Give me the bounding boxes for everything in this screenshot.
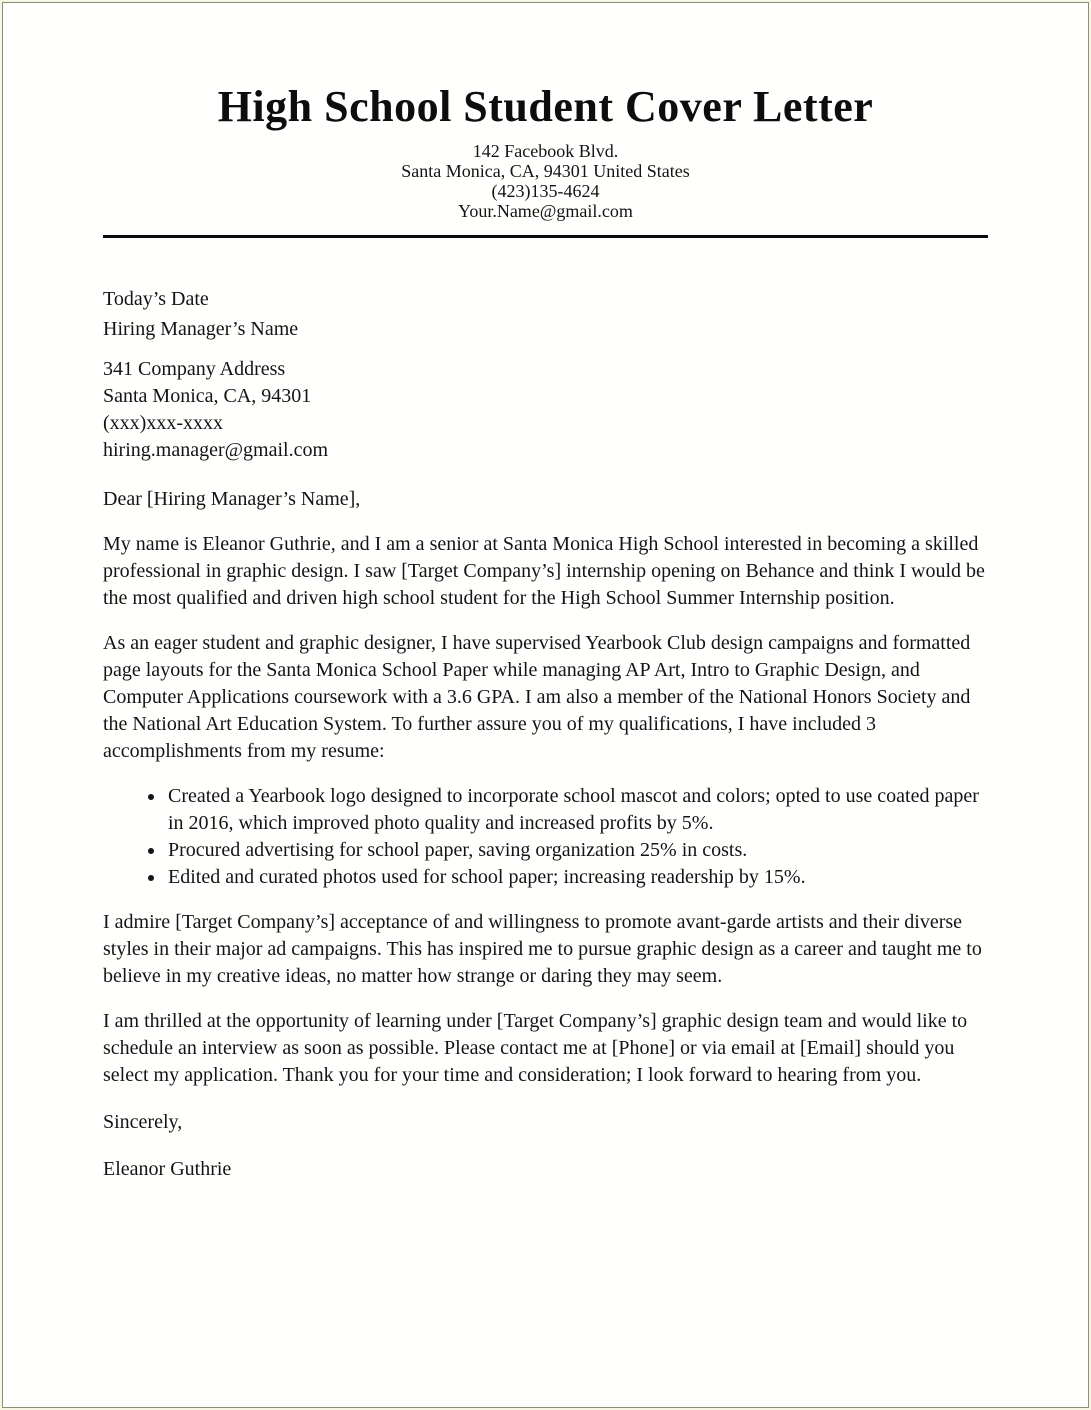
paragraph-experience: As an eager student and graphic designer, I have supervised Yearbook Club design campaigns and formatted page layouts for the Santa Monica School Paper while managing AP Art, Intro to Graphic Design, and Computer Applications coursework with a 3.6 GPA. I am also a member of the National Honors Society and the National Art Education System. To further assure you of my qualifications, I have included 3 accomplishments from my resume: (103, 632, 971, 762)
letter-sheet (3, 3, 1088, 1183)
sender-phone: (423)135-4624 (491, 181, 600, 201)
recipient-email: hiring.manager@gmail.com (103, 439, 329, 461)
recipient-company-block (103, 356, 988, 464)
sender-city: Santa Monica, CA, 94301 United States (401, 161, 690, 181)
accomplishment-item: • Created a Yearbook logo designed to incorporate school mascot and colors; opted to use coated paper in 2016, which improved photo quality and increased profits by 5%. (166, 783, 988, 837)
header-divider (103, 235, 988, 238)
paragraph-intro: My name is Eleanor Guthrie, and I am a senior at Santa Monica High School interested in becoming a skilled professional in graphic design. I saw [Target Company’s] internship opening on Behance and think I would be the most qualified and driven high school student for the High School Summer Internship position. (103, 533, 985, 609)
signature-name: Eleanor Guthrie (103, 1158, 232, 1180)
paragraph-admiration: I admire [Target Company’s] acceptance of and willingness to promote avant-garde artists and their diverse styles in their major ad campaigns. This has inspired me to pursue graphic design as a career and taught me to believe in my creative ideas, no matter how strange or daring they may seem. (103, 911, 982, 987)
recipient-date-name-block (103, 284, 988, 344)
document-frame (2, 2, 1089, 1408)
recipient-city: Santa Monica, CA, 94301 (103, 385, 312, 407)
accomplishments-list (103, 783, 988, 891)
accomplishment-item: • Edited and curated photos used for school paper; increasing readership by 15%. (166, 864, 988, 891)
recipient-phone: (xxx)xxx-xxxx (103, 412, 223, 434)
sender-street: 142 Facebook Blvd. (472, 141, 619, 161)
accomplishment-item: • Procured advertising for school paper, saving organization 25% in costs. (166, 837, 988, 864)
page-title: High School Student Cover Letter (217, 82, 874, 131)
letter-date: Today’s Date (103, 288, 209, 310)
sender-email: Your.Name@gmail.com (458, 201, 633, 221)
sender-contact-block (103, 141, 988, 221)
signoff: Sincerely, (103, 1111, 183, 1133)
recipient-street: 341 Company Address (103, 358, 286, 380)
salutation: Dear [Hiring Manager’s Name], (103, 488, 361, 510)
recipient-name: Hiring Manager’s Name (103, 318, 299, 340)
paragraph-closing: I am thrilled at the opportunity of learning under [Target Company’s] graphic design team and would like to schedule an interview as soon as possible. Please contact me at [Phone] or via email at [Email] should you select my application. Thank you for your time and consideration; I look forward to hearing from you. (103, 1010, 968, 1086)
